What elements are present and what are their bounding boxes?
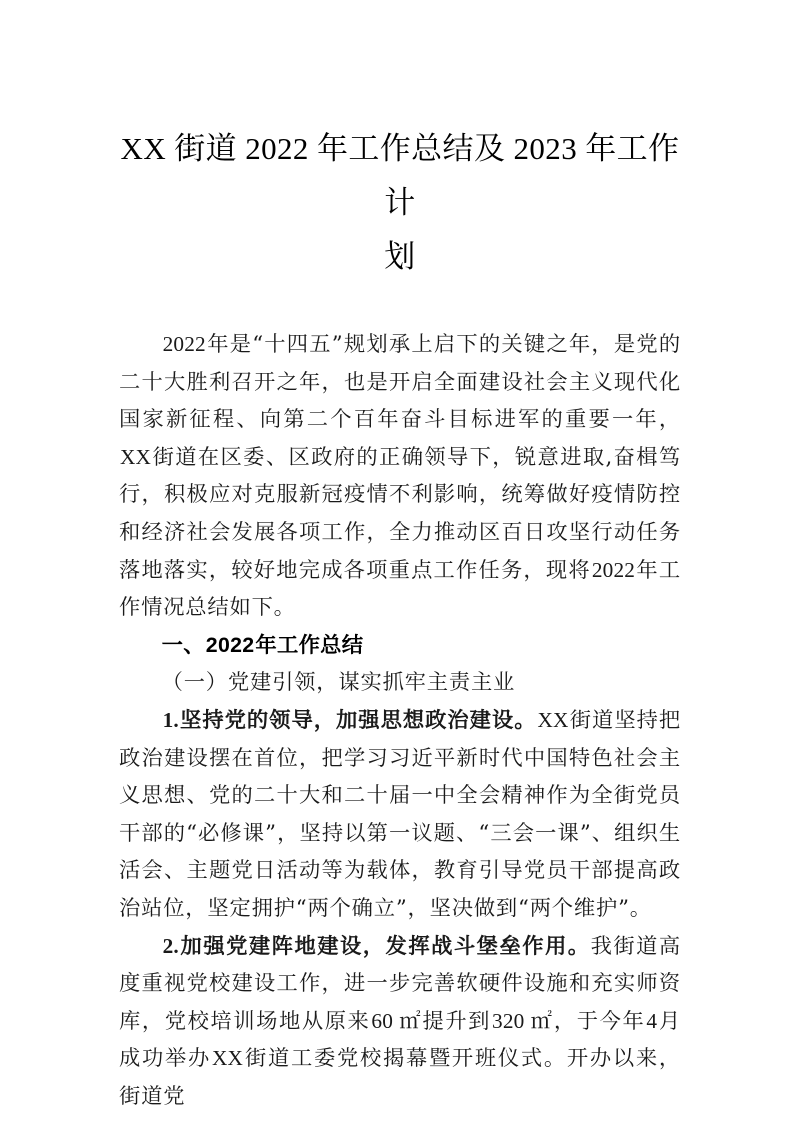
page-title [119, 0, 681, 284]
page-content [119, 0, 681, 1115]
item-1-body-text: 街道坚持把政治建设摆在首位，把学习习近平新时代中国特色社会主义思想、党的二十大和二十届一中全会精神作为全街党员干部的“必修课”，坚持以第一议题、“三会一课”、组织生活会、主题党日活动等为载体，教育引导党员干部提高政治站位，坚定拥护“两个确立”，坚决做到“两个维护”。 [119, 707, 681, 921]
item-2-body-text-4: 月成功举办 [119, 1008, 681, 1072]
item-1-bold-title: 坚持党的领导，加强思想政治建设。 [179, 707, 537, 733]
page-title-line-2: 划 [384, 239, 416, 274]
item-1-marker: 1. [162, 707, 179, 732]
item-2-month: 4 [646, 1008, 658, 1033]
item-2-paragraph [119, 928, 681, 1116]
section-heading-2-text: （一）党建引领，谋实抓牢主责主业 [161, 670, 516, 696]
opening-year-2022: 2022 [162, 332, 206, 356]
section-heading-1 [119, 627, 681, 665]
section-heading-1-year: 2022 [205, 632, 255, 657]
section-heading-2 [119, 664, 681, 702]
item-1-street-xx: XX [537, 707, 569, 732]
item-2-area-old: 60 ㎡ [371, 1008, 422, 1033]
item-2-bold-title: 加强党建阵地建设，发挥战斗堡垒作用。 [179, 933, 591, 959]
item-2-marker: 2. [162, 933, 179, 958]
item-2-body-text-3: ，于今年 [553, 1008, 646, 1034]
opening-text-1: 年是“十四五”规划承上启下的关键之年，是党的二十大胜利召开之年，也是开启全面建设社会主义现代化国家新征程、向第二个百年奋斗目标进军的重要一年， [119, 332, 681, 433]
page-title-line-1: XX 街道 2022 年工作总结及 2023 年工作计 [120, 131, 680, 220]
item-2-area-new: 320 ㎡ [492, 1008, 553, 1033]
section-heading-1-text: 年工作总结 [255, 632, 364, 657]
item-2-body-text-2: 提升到 [422, 1008, 492, 1034]
item-2-body-text-5: 街道工委党校揭幕暨开班仪式。开办以来，街道党 [119, 1046, 682, 1109]
item-1-paragraph [119, 702, 681, 928]
opening-text-2: 街道在区委、区政府的正确领导下，锐意进取,奋楫笃行，积极应对克服新冠疫情不利影响，统筹做好疫情防控和经济社会发展各项工作，全力推动区百日攻坚行动任务落地落实，较好地完成各项重点工作任务，现将 [119, 444, 681, 583]
opening-paragraph [119, 326, 681, 627]
opening-text-3: 年工作情况总结如下。 [119, 557, 681, 621]
opening-year-2022-b: 2022 [591, 557, 636, 582]
item-2-body-text-1: 我街道高度重视党校建设工作，进一步完善软硬件设施和充实师资库，党校培训场地从原来 [119, 933, 681, 1034]
item-2-street-xx: XX [212, 1046, 244, 1071]
opening-street-xx: XX [120, 444, 152, 469]
section-heading-1-number: 一、 [161, 632, 205, 657]
